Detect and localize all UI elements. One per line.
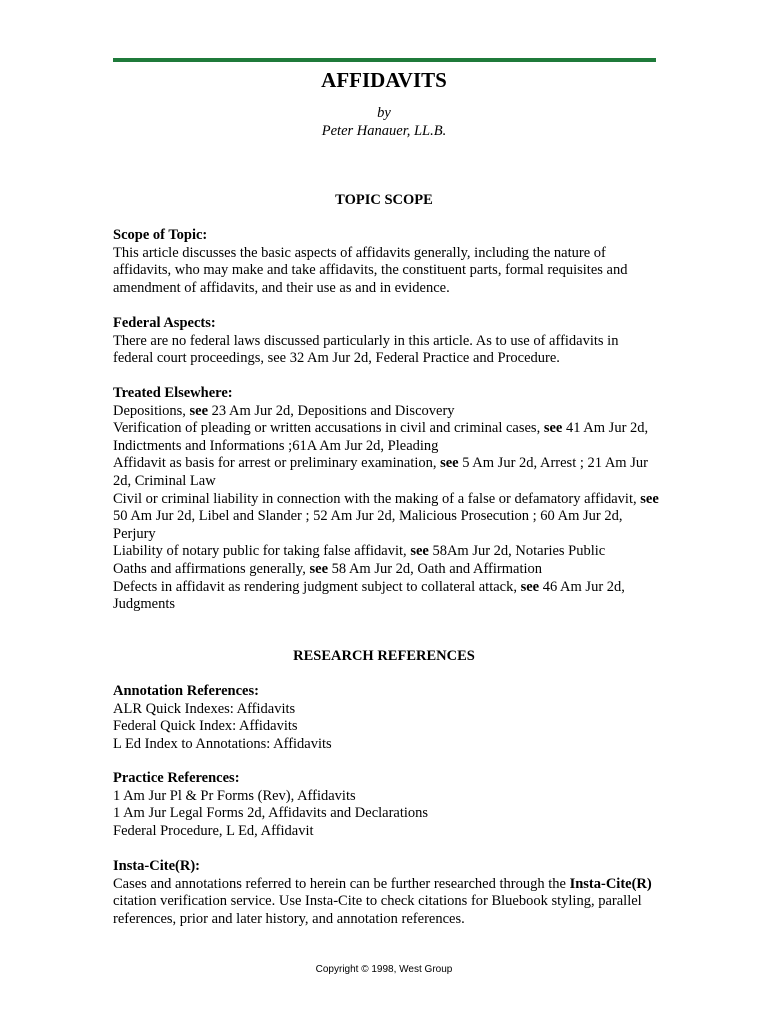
practice-references-label: Practice References: [113, 770, 240, 786]
practice-reference-item: Federal Procedure, L Ed, Affidavit [113, 822, 314, 839]
copyright-footer: Copyright © 1998, West Group [315, 964, 453, 975]
scope-of-topic-label: Scope of Topic: [113, 227, 208, 243]
treated-elsewhere-item: Depositions, see 23 Am Jur 2d, Depositions and Discovery [113, 402, 455, 419]
federal-aspects-label: Federal Aspects: [113, 315, 216, 331]
practice-references-section [113, 770, 661, 840]
treated-elsewhere-section [113, 385, 661, 614]
annotation-reference-item: Federal Quick Index: Affidavits [113, 718, 298, 735]
annotation-reference-item: L Ed Index to Annotations: Affidavits [113, 735, 332, 752]
header-rule [113, 58, 656, 62]
treated-elsewhere-item: Defects in affidavit as rendering judgment subject to collateral attack, see 46 Am Jur 2d, Judgments [113, 578, 625, 613]
research-references-heading: RESEARCH REFERENCES [293, 648, 475, 664]
author-name: Peter Hanauer, LL.B. [321, 123, 447, 139]
federal-aspects-section [113, 315, 661, 368]
practice-reference-item: 1 Am Jur Legal Forms 2d, Affidavits and Declarations [113, 805, 429, 822]
topic-scope-heading: TOPIC SCOPE [335, 192, 433, 208]
annotation-references-section [113, 683, 661, 753]
scope-of-topic-text: This article discusses the basic aspects of affidavits generally, including the nature of affidavits, who may make and take affidavits, the constituent parts, formal requisites and amendment of affidavits, and their use as and in evidence. [113, 244, 628, 296]
document-title: AFFIDAVITS [321, 68, 447, 92]
insta-cite-section [113, 858, 661, 928]
treated-elsewhere-item: Liability of notary public for taking false affidavit, see 58Am Jur 2d, Notaries Public [113, 543, 606, 560]
treated-elsewhere-item: Civil or criminal liability in connection with the making of a false or defamatory affidavit, see 50 Am Jur 2d, Libel and Slander ; 52 Am Jur 2d, Malicious Prosecution ; 60 Am Jur 2d, Perjury [113, 490, 659, 542]
byline [0, 104, 768, 140]
treated-elsewhere-item: Affidavit as basis for arrest or preliminary examination, see 5 Am Jur 2d, Arrest ; 21 Am Jur 2d, Criminal Law [113, 455, 648, 489]
practice-reference-item: 1 Am Jur Pl & Pr Forms (Rev), Affidavits [113, 787, 356, 804]
byline-by: by [377, 105, 391, 121]
federal-aspects-text: There are no federal laws discussed particularly in this article. As to use of affidavits in federal court proceedings, see 32 Am Jur 2d, Federal Practice and Procedure. [113, 332, 619, 367]
insta-cite-label: Insta-Cite(R): [113, 858, 200, 874]
treated-elsewhere-item: Verification of pleading or written accusations in civil and criminal cases, see 41 Am Jur 2d, Indictments and Informations ;61A Am Jur 2d, Pleading [113, 420, 649, 454]
insta-cite-text: Cases and annotations referred to herein can be further researched through the Insta-Cite(R) citation verification service. Use Insta-Cite to check citations for Bluebook styling, parallel references, prior and later history, and annotation references. [113, 875, 652, 927]
treated-elsewhere-label: Treated Elsewhere: [113, 385, 233, 401]
scope-of-topic-section [113, 227, 661, 297]
annotation-references-label: Annotation References: [113, 683, 259, 699]
treated-elsewhere-item: Oaths and affirmations generally, see 58 Am Jur 2d, Oath and Affirmation [113, 560, 543, 577]
annotation-reference-item: ALR Quick Indexes: Affidavits [113, 700, 296, 717]
